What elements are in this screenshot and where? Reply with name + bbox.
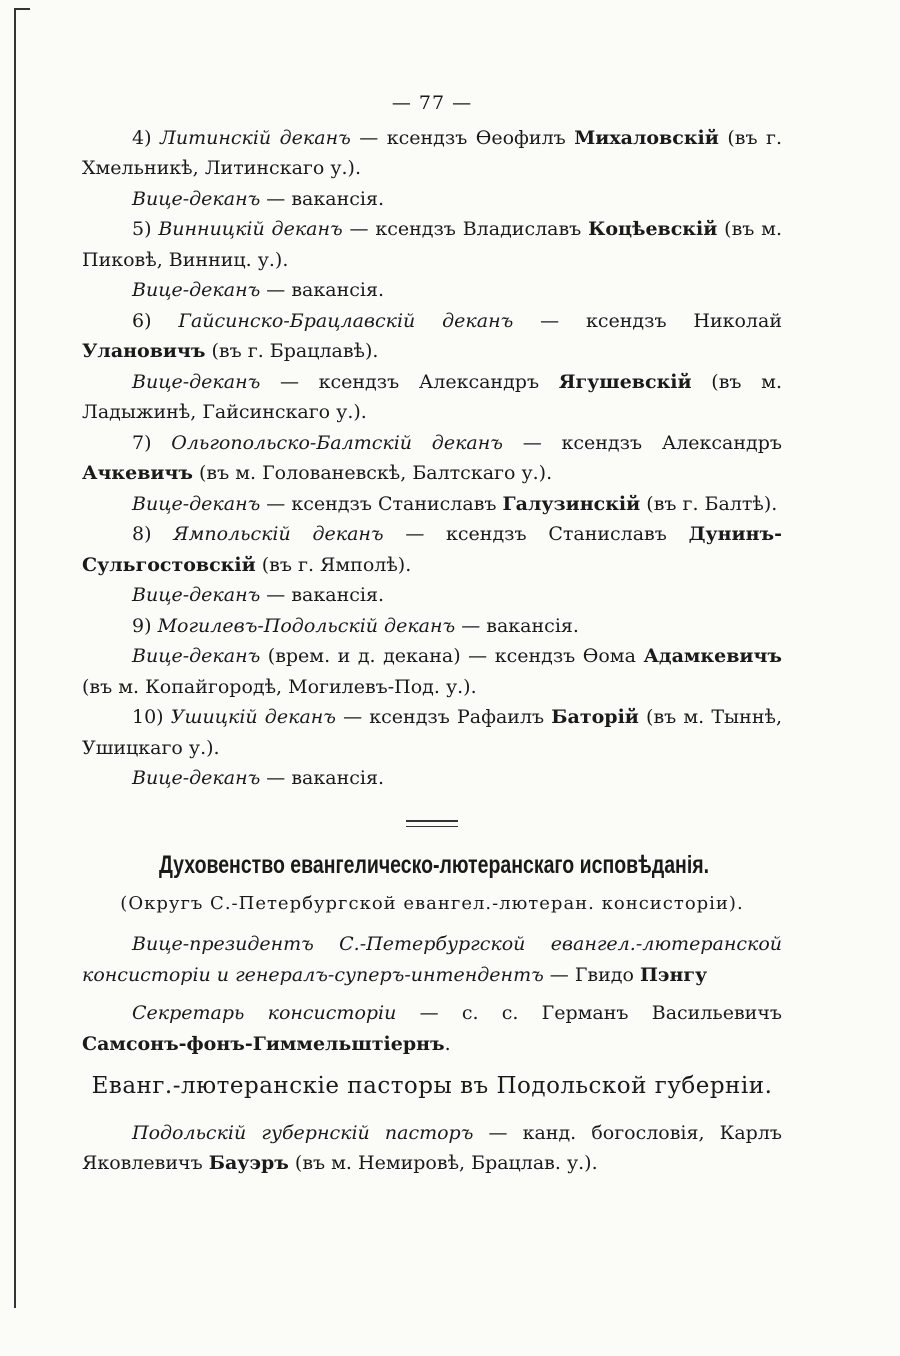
vice-dean-entry: [82, 580, 782, 611]
deanery-title: Ямпольскій деканъ: [173, 523, 384, 545]
entry-text: — ксендзъ Станиславъ: [383, 523, 689, 545]
deanery-list: [82, 123, 782, 794]
pastor-name: Бауэръ: [208, 1152, 289, 1174]
secretary-name: Самсонъ-фонъ-Гиммельштіернъ: [82, 1032, 445, 1055]
pastor-rest: (въ м. Немировѣ, Брацлав. у.).: [288, 1152, 598, 1174]
vice-dean-name: Ягушевскій: [558, 370, 692, 393]
entry-location: (въ м. Тыннѣ, Ушицкаго у.).: [82, 706, 782, 759]
vice-dean-title: Вице-деканъ: [132, 645, 261, 667]
vice-dean-text: — вакансія.: [260, 767, 384, 789]
deanery-entry: [82, 306, 782, 367]
entry-text: — ксендзъ Александръ: [502, 431, 782, 454]
pastor-entry: [82, 1118, 782, 1179]
deanery-title: Ушицкій деканъ: [170, 706, 336, 728]
pastor-text: — канд. богословія, Карлъ Яковлевичъ: [82, 1121, 782, 1174]
entry-text: — ксендзъ Өеофилъ: [350, 126, 575, 149]
entry-location: (въ г. Ямполѣ).: [255, 553, 412, 576]
entry-number: 9): [132, 614, 152, 637]
priest-name: Баторій: [551, 706, 639, 728]
vice-dean-text: — вакансія.: [260, 279, 384, 301]
entry-number: 7): [132, 431, 152, 454]
vice-dean-title: Вице-деканъ: [132, 187, 261, 210]
entry-number: 10): [132, 706, 164, 728]
vice-dean-location: (въ м. Копайгородѣ, Могилевъ-Под. у.).: [82, 675, 477, 698]
section-title: Духовенство евангелическо-лютеранскаго исповѣданія.: [159, 850, 710, 879]
priest-name: Улановичъ: [82, 340, 206, 362]
vice-dean-text: (врем. и д. декана) — ксендзъ Өома: [260, 645, 644, 667]
vice-dean-title: Вице-деканъ: [132, 584, 261, 606]
vice-dean-text: — вакансія.: [260, 187, 384, 210]
secretary-rest: .: [444, 1032, 451, 1055]
vice-dean-location: (въ м. Ладыжинѣ, Гайсинскаго у.).: [82, 370, 782, 423]
pastors-heading: Еванг.-лютеранскіе пасторы въ Подольской губерніи.: [91, 1073, 773, 1099]
deanery-entry: [82, 214, 782, 275]
vice-president-title: Вице-президентъ С.-Петербургской евангел.-лютеранской консисторіи и генералъ-суперъ-интендентъ: [82, 933, 782, 986]
vice-dean-entry: [82, 489, 782, 520]
section-subtitle: (Округъ С.-Петербургской евангел.-лютеран. консисторіи).: [120, 892, 744, 914]
vice-dean-entry: [82, 641, 782, 702]
vice-dean-title: Вице-деканъ: [132, 370, 261, 393]
priest-name: Дунинъ-Сульгостовскій: [82, 523, 782, 576]
entry-number: 4): [132, 126, 152, 149]
vice-dean-entry: [82, 367, 782, 428]
entry-location: (въ м. Пиковѣ, Винниц. у.).: [82, 218, 782, 271]
entry-location: (въ м. Голованевскѣ, Балтскаго у.).: [192, 462, 553, 484]
vice-dean-name: Адамкевичъ: [643, 645, 782, 667]
vice-president-name: Пэнгу: [639, 963, 708, 986]
deanery-entry: [82, 519, 782, 580]
vice-president-text: — Гвидо: [543, 963, 640, 986]
scan-edge-line: [14, 8, 16, 1308]
priest-name: Коцѣевскій: [588, 218, 718, 240]
deanery-entry: [82, 611, 782, 642]
deanery-entry: [82, 123, 782, 184]
vice-dean-text: — вакансія.: [260, 584, 384, 606]
vice-dean-text: — ксендзъ Станиславъ: [260, 492, 503, 515]
entry-text: — вакансія.: [455, 614, 579, 637]
vice-dean-title: Вице-деканъ: [132, 279, 261, 301]
deanery-title: Литинскій деканъ: [160, 126, 351, 149]
deanery-title: Винницкій деканъ: [158, 218, 343, 240]
priest-name: Михаловскій: [574, 126, 719, 149]
secretary-title: Секретарь консисторіи: [132, 1002, 397, 1024]
priest-name: Ачкевичъ: [82, 462, 193, 484]
entry-number: 5): [132, 218, 152, 240]
entry-location: (въ г. Хмельникѣ, Литинскаго у.).: [82, 126, 783, 179]
pastor-title: Подольскій губернскій пасторъ: [132, 1121, 474, 1144]
deanery-entry: [82, 428, 782, 489]
entry-text: — ксендзъ Владиславъ: [342, 218, 589, 240]
deanery-entry: [82, 702, 782, 763]
entry-text: — ксендзъ Рафаилъ: [335, 706, 552, 728]
section-divider: [406, 820, 458, 827]
vice-dean-title: Вице-деканъ: [132, 492, 261, 515]
entry-text: — ксендзъ Николай: [513, 309, 782, 332]
entry-location: (въ г. Брацлавѣ).: [205, 340, 379, 362]
vice-dean-entry: [82, 763, 782, 794]
vice-dean-name: Галузинскій: [502, 492, 641, 515]
deanery-title: Гайсинско-Брацлавскій деканъ: [178, 309, 514, 332]
deanery-title: Ольгопольско-Балтскій деканъ: [171, 431, 503, 454]
scan-edge-tick: [14, 8, 30, 10]
vice-dean-title: Вице-деканъ: [132, 767, 261, 789]
page-number: — 77 —: [391, 92, 473, 114]
secretary-text: — с. с. Германъ Васильевичъ: [396, 1002, 782, 1024]
deanery-title: Могилевъ-Подольскій деканъ: [157, 614, 456, 637]
entry-number: 6): [132, 309, 152, 332]
secretary-entry: [82, 998, 782, 1059]
vice-dean-location: (въ г. Балтѣ).: [640, 492, 778, 515]
vice-dean-entry: [82, 184, 782, 215]
vice-president-entry: [82, 929, 782, 990]
vice-dean-text: — ксендзъ Александръ: [260, 370, 559, 393]
entry-number: 8): [132, 523, 152, 545]
vice-dean-entry: [82, 275, 782, 306]
document-page: [82, 88, 782, 1179]
